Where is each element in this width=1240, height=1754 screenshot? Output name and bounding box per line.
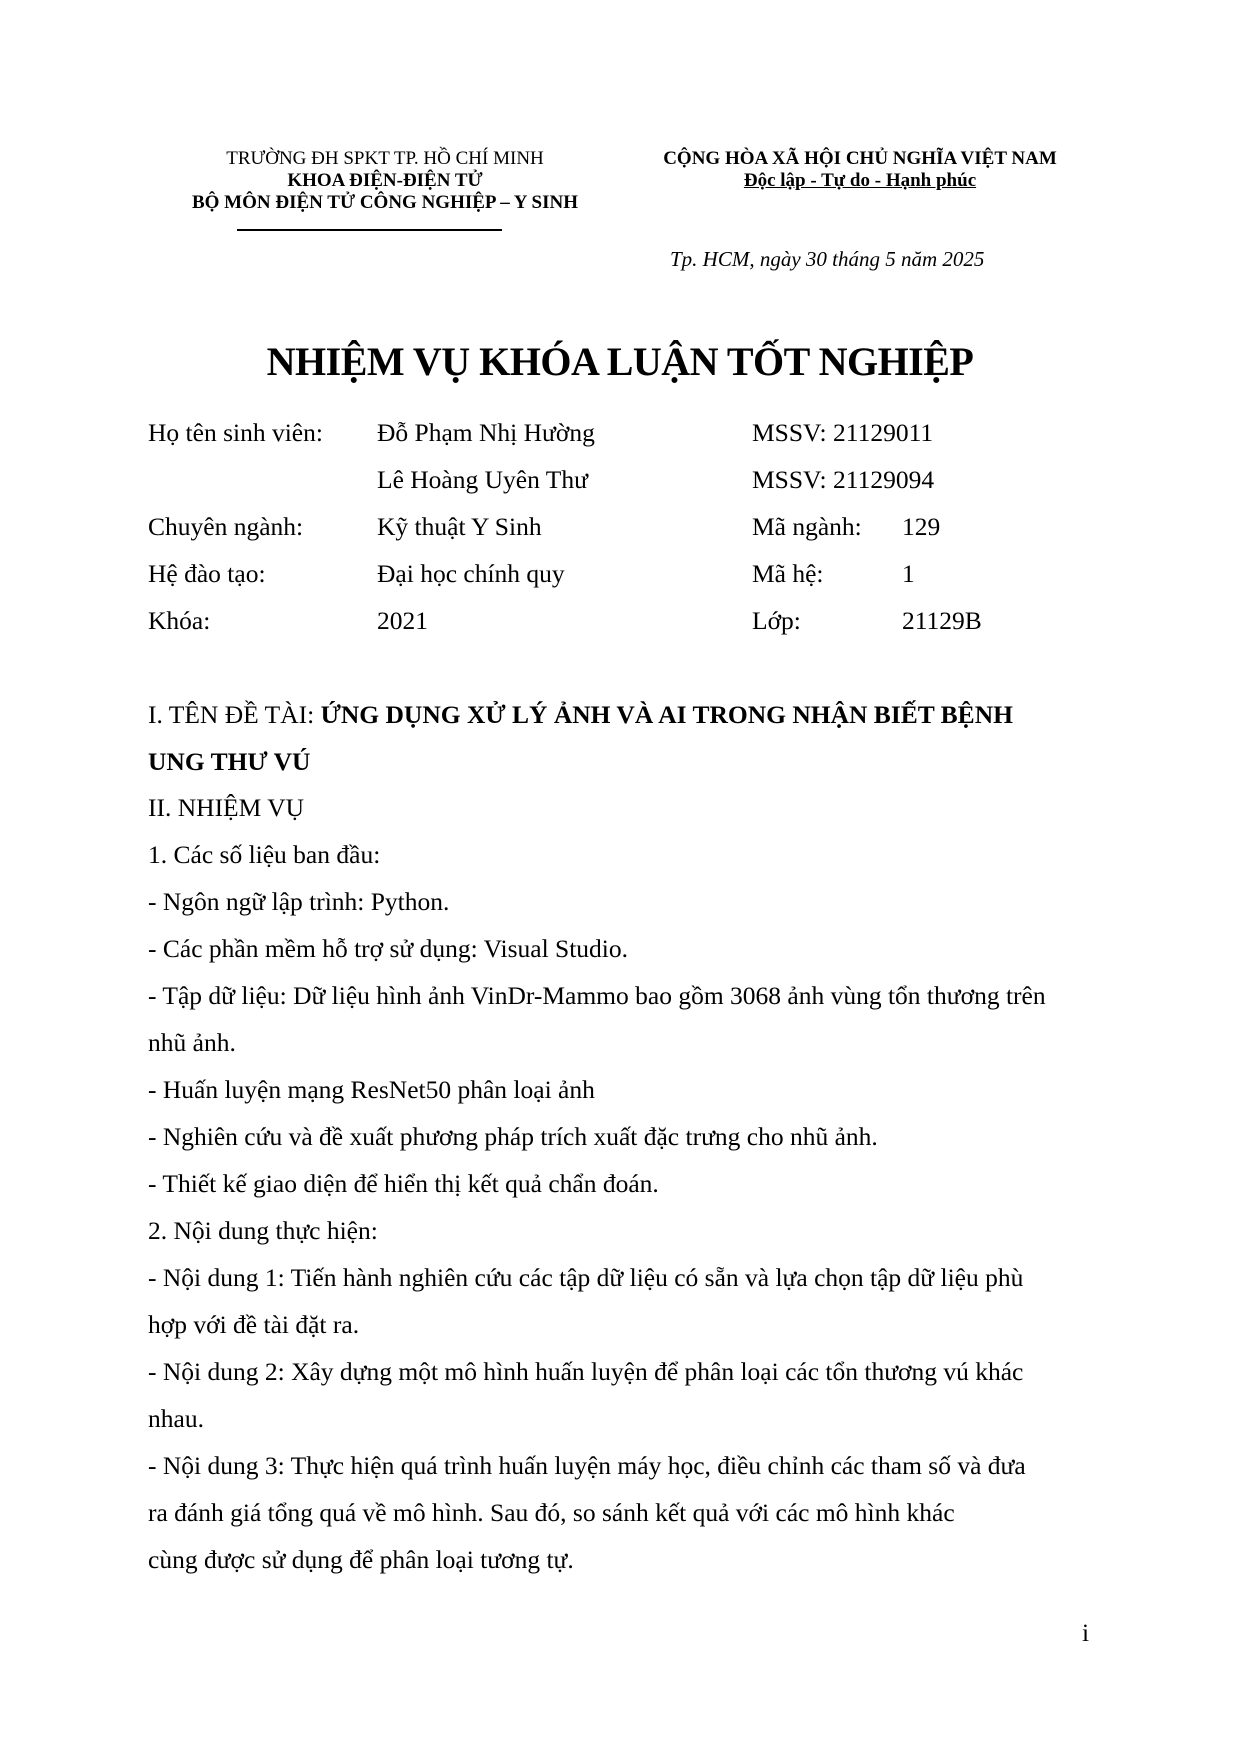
student-name-1: Đỗ Phạm Nhị Hường — [377, 418, 595, 447]
topic-label: I. TÊN ĐỀ TÀI: — [148, 700, 315, 729]
major-code-label: Mã ngành: — [752, 512, 862, 541]
page-number: i — [1082, 1618, 1090, 1647]
major-value: Kỹ thuật Y Sinh — [377, 512, 542, 541]
program-value: Đại học chính quy — [377, 559, 565, 588]
class-label: Lớp: — [752, 606, 801, 635]
cohort-label: Khóa: — [148, 606, 211, 635]
national-motto: Độc lập - Tự do - Hạnh phúc — [743, 170, 977, 191]
content-item: - Nội dung 3: Thực hiện quá trình huấn luyện máy học, điều chỉnh các tham số và đưa — [148, 1451, 1026, 1480]
initial-data-item: - Các phần mềm hỗ trợ sử dụng: Visual Studio. — [148, 934, 629, 963]
department-name: BỘ MÔN ĐIỆN TỬ CÔNG NGHIỆP – Y SINH — [191, 192, 579, 213]
university-name: TRƯỜNG ĐH SPKT TP. HỒ CHÍ MINH — [226, 148, 544, 169]
student-label: Họ tên sinh viên: — [148, 418, 323, 447]
student-id-2: MSSV: 21129094 — [752, 465, 935, 494]
major-label: Chuyên ngành: — [148, 512, 304, 541]
country-name: CỘNG HÒA XÃ HỘI CHỦ NGHĨA VIỆT NAM — [663, 148, 1057, 169]
content-item: - Nội dung 1: Tiến hành nghiên cứu các tập dữ liệu có sẵn và lựa chọn tập dữ liệu phù — [148, 1263, 1024, 1292]
topic-title-line1: ỨNG DỤNG XỬ LÝ ẢNH VÀ AI TRONG NHẬN BIẾT BỆNH — [320, 700, 1013, 729]
initial-data-item: - Thiết kế giao diện để hiển thị kết quả chẩn đoán. — [148, 1169, 659, 1198]
tasks-heading: II. NHIỆM VỤ — [148, 793, 305, 822]
document-title: NHIỆM VỤ KHÓA LUẬN TỐT NGHIỆP — [266, 339, 974, 384]
initial-data-item: - Huấn luyện mạng ResNet50 phân loại ảnh — [148, 1075, 595, 1104]
cohort-value: 2021 — [377, 606, 428, 635]
date-line: Tp. HCM, ngày 30 tháng 5 năm 2025 — [670, 247, 985, 271]
initial-data-item: - Nghiên cứu và đề xuất phương pháp trích xuất đặc trưng cho nhũ ảnh. — [148, 1122, 878, 1151]
topic-heading — [148, 700, 1013, 730]
content-item: - Nội dung 2: Xây dựng một mô hình huấn luyện để phân loại các tổn thương vú khác — [148, 1357, 1024, 1386]
initial-data-item: - Ngôn ngữ lập trình: Python. — [148, 887, 450, 916]
major-code-value: 129 — [902, 512, 941, 541]
student-id-1: MSSV: 21129011 — [752, 418, 934, 447]
topic-title-line2: UNG THƯ VÚ — [148, 747, 311, 776]
content-item: nhau. — [148, 1404, 204, 1433]
faculty-name: KHOA ĐIỆN-ĐIỆN TỬ — [287, 170, 483, 191]
initial-data-heading: 1. Các số liệu ban đầu: — [148, 840, 381, 869]
content-item: hợp với đề tài đặt ra. — [148, 1310, 360, 1339]
content-item: ra đánh giá tổng quá về mô hình. Sau đó, so sánh kết quả với các mô hình khác — [148, 1498, 955, 1527]
initial-data-item: nhũ ảnh. — [148, 1028, 236, 1057]
content-heading: 2. Nội dung thực hiện: — [148, 1216, 378, 1245]
class-value: 21129B — [902, 606, 982, 635]
student-name-2: Lê Hoàng Uyên Thư — [377, 465, 588, 494]
content-item: cùng được sử dụng để phân loại tương tự. — [148, 1545, 574, 1574]
program-code-label: Mã hệ: — [752, 559, 824, 588]
header-divider — [237, 229, 502, 231]
program-code-value: 1 — [902, 559, 915, 588]
program-label: Hệ đào tạo: — [148, 559, 266, 588]
initial-data-item: - Tập dữ liệu: Dữ liệu hình ảnh VinDr-Mammo bao gồm 3068 ảnh vùng tổn thương trên — [148, 981, 1046, 1010]
